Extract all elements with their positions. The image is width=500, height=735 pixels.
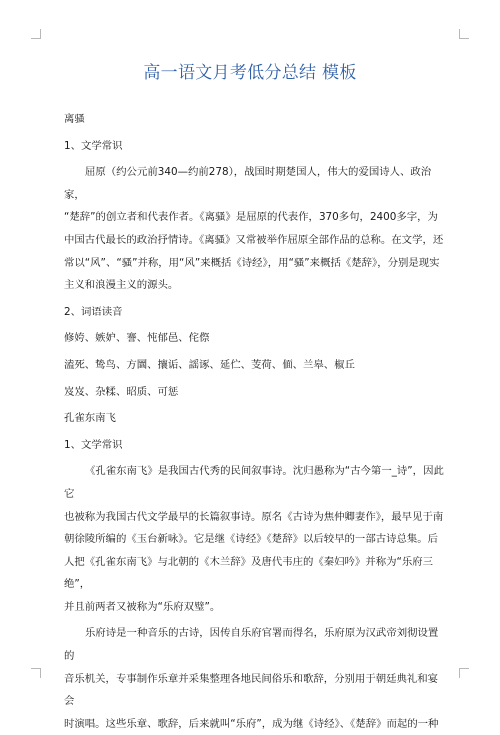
paragraph-line: “楚辞”的创立者和代表作者。《离骚》是屈原的代表作，370多句，2400多字，为 [64,211,438,224]
paragraph-line: 音乐机关，专事制作乐章并采集整理各地民间俗乐和歌辞，分别用于朝廷典礼和宴会 [64,672,439,708]
paragraph-line: 主义和浪漫主义的源头。 [64,279,179,292]
crop-mark-top-left [31,29,41,39]
paragraph-line: 并且前两者又被称为“乐府双璧”。 [64,600,221,613]
paragraph-line: 乐府诗是一种音乐的古诗，因传自乐府官署而得名，乐府原为汉武帝刘彻设置的 [64,627,439,663]
paragraph-line: 朝徐陵所编的《玉台新咏》。它是继《诗经》《楚辞》以后较早的一部古诗总集。后 [64,533,439,546]
paragraph-line: 人把《孔雀东南飞》与北朝的《木兰辞》及唐代韦庄的《秦妇吟》并称为“乐府三绝”， [64,555,434,591]
crop-mark-bottom-left [31,668,41,678]
vocab-line: 修姱、嫉妒、謇、忳郁邑、侘傺 [64,332,210,345]
paragraph-line: 《孔雀东南飞》是我国古代秀的民间叙事诗。沈归愚称为“古今第一_诗”，因此它 [64,465,444,500]
crop-mark-top-right [459,29,469,39]
document-body [64,108,444,735]
subheading: 1、文学常识 [64,139,123,152]
document-title: 高一语文月考低分总结 模板 [143,63,357,83]
section-heading: 离骚 [64,113,85,125]
paragraph-line: 中国古代最长的政治抒情诗。《离骚》又常被举作屈原全部作品的总称。在文学，还 [64,233,444,246]
vocab-line: 岌岌、杂糅、昭质、可惩 [64,385,179,398]
section-heading: 孔雀东南飞 [64,412,116,425]
subheading: 1、文学常识 [64,438,123,451]
crop-mark-bottom-right [459,668,469,678]
vocab-line: 溘死、鸷鸟、方圜、攘诟、謡诼、延伫、芰荷、偭、兰皋、椒丘 [64,358,355,371]
subheading: 2、词语读音 [64,305,123,318]
paragraph-line: 也被称为我国古代文学最早的长篇叙事诗。原名《古诗为焦仲卿妻作》，最早见于南 [64,510,444,523]
paragraph-line: 常以“风”、“骚”并称，用“风”来概括《诗经》，用“骚”来概括《楚辞》，分别是现实 [64,256,440,269]
paragraph-line: 屈原（约公元前340—约前278），战国时期楚国人，伟大的爱国诗人、政治家， [64,166,432,201]
paragraph-line: 时演唱。这些乐章、歌辞，后来就叫“乐府”，成为继《诗经》、《楚辞》而起的一种 [64,717,439,730]
